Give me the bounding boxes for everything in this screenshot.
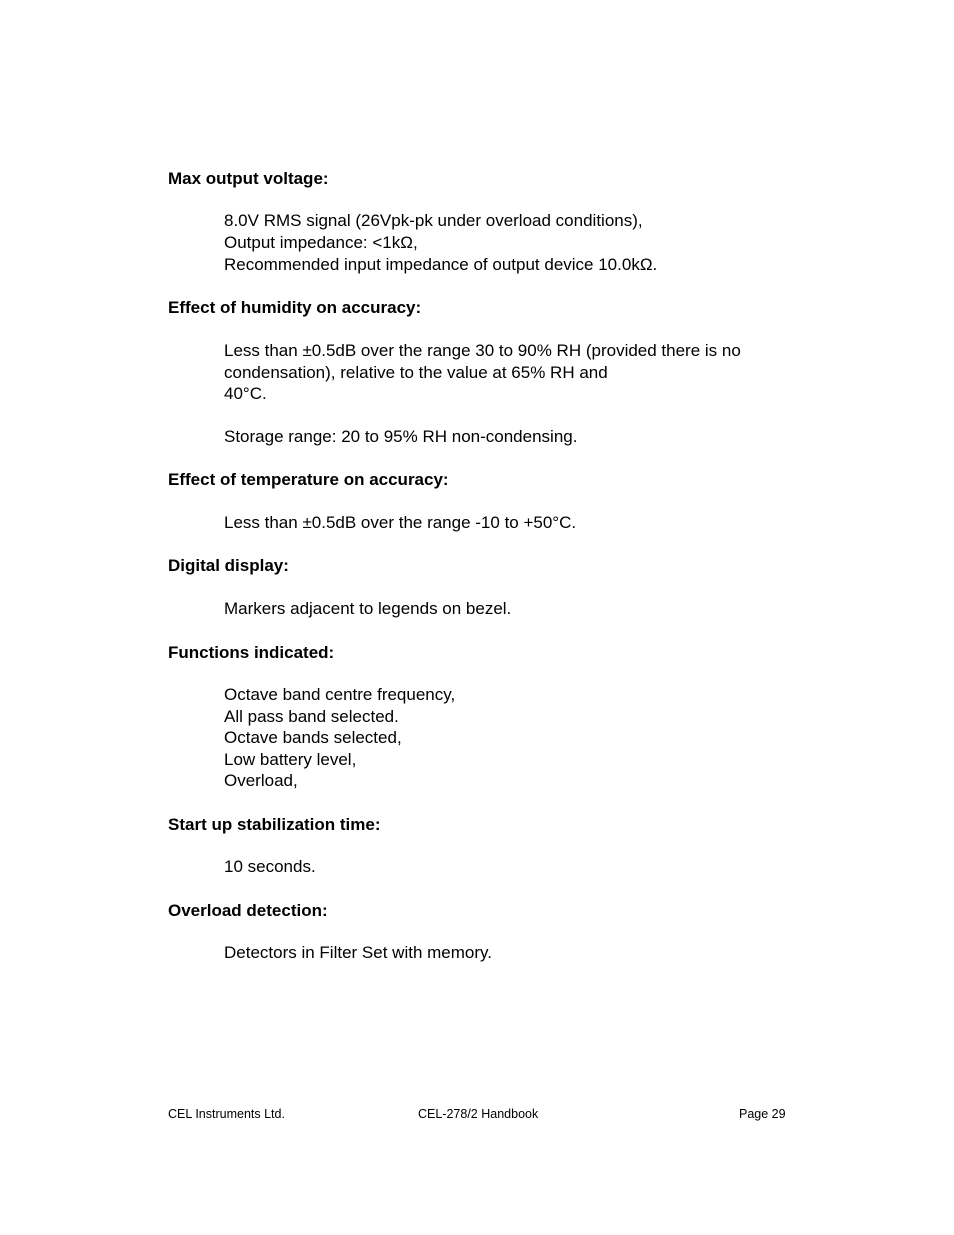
footer-document-title: CEL-278/2 Handbook	[418, 1107, 539, 1121]
section-text-line: condensation), relative to the value at 65% RH and	[224, 363, 608, 382]
section-text-line: Octave bands selected,	[224, 728, 402, 747]
section-text-line: Detectors in Filter Set with memory.	[224, 943, 492, 962]
section-heading-digital-display: Digital display:	[168, 556, 289, 575]
section-heading-functions-indicated: Functions indicated:	[168, 643, 335, 662]
section-text-line: 10 seconds.	[224, 857, 316, 876]
section-text-line: 8.0V RMS signal (26Vpk-pk under overload conditions),	[224, 211, 643, 230]
section-text-line: Octave band centre frequency,	[224, 685, 456, 704]
section-text-line: Markers adjacent to legends on bezel.	[224, 599, 512, 618]
section-text-line: All pass band selected.	[224, 707, 399, 726]
section-text-line: Low battery level,	[224, 750, 357, 769]
section-text-line: Recommended input impedance of output device 10.0kΩ.	[224, 255, 658, 274]
footer-page-number: Page 29	[739, 1107, 786, 1121]
section-heading-humidity: Effect of humidity on accuracy:	[168, 298, 422, 317]
section-heading-temperature: Effect of temperature on accuracy:	[168, 470, 449, 489]
section-text-line: Overload,	[224, 771, 298, 790]
section-text-line: 40°C.	[224, 384, 267, 403]
section-heading-max-output-voltage: Max output voltage:	[168, 169, 329, 188]
section-heading-overload-detection: Overload detection:	[168, 901, 328, 920]
section-text-line: Output impedance: <1kΩ,	[224, 233, 418, 252]
section-text-line: Less than ±0.5dB over the range 30 to 90% RH (provided there is no	[224, 341, 741, 360]
section-text-line: Storage range: 20 to 95% RH non-condensing.	[224, 427, 578, 446]
section-heading-startup-time: Start up stabilization time:	[168, 815, 381, 834]
footer-company: CEL Instruments Ltd.	[168, 1107, 285, 1121]
section-text-line: Less than ±0.5dB over the range -10 to +50°C.	[224, 513, 577, 532]
